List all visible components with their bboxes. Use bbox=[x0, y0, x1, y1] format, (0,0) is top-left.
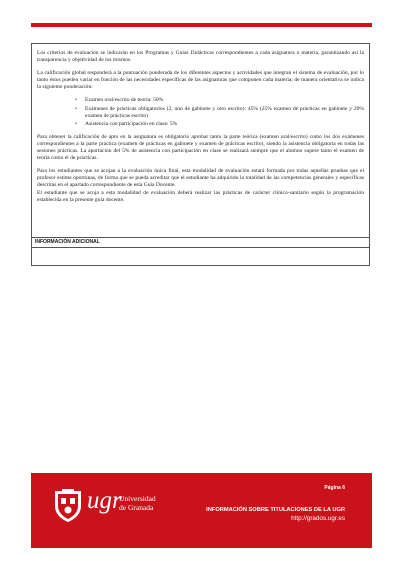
bullet-icon: • bbox=[75, 105, 77, 112]
ugr-logo-text: ugr bbox=[87, 487, 122, 514]
bullet-icon: • bbox=[75, 97, 77, 104]
weighting-list bbox=[37, 97, 364, 127]
paragraph-weighting: La calificación global responderá a la puntuación ponderada de los diferentes aspectos y actividades que integran el sistema de evaluación, por lo tanto éstos pueden variar en función de las necesidades específicas de las asignaturas que componen cada materia; de manera orientativa se indica la siguiente ponderación: bbox=[37, 70, 364, 91]
list-item: • Examen oral/escrito de teoría: 50% bbox=[75, 97, 164, 104]
additional-info-section bbox=[31, 238, 370, 266]
page-footer bbox=[31, 473, 372, 548]
page-number: Página 6 bbox=[324, 485, 345, 491]
top-accent-bar bbox=[31, 23, 372, 27]
university-name: Universidad de Granada bbox=[119, 494, 156, 512]
evaluation-criteria-section bbox=[31, 43, 370, 238]
degrees-info-link[interactable]: http://grados.ugr.es bbox=[291, 515, 345, 522]
paragraph-pass-requirements: Para obtener la calificación de apto en la asignatura es obligatorio aprobar tanto la parte teórica (examen oral/escrito) como los dos exámenes correspondientes a la parte práctica (examen de prácticas en gabinete y examen de prácticas escrito), siendo la asistencia obligatoria en todas las sesiones prácticas. La aportación del 5% de asistencia con participación en clase se realizará siempre que el alumno supere tanto el examen de teoría como el de prácticas. bbox=[37, 133, 364, 162]
paragraph-criteria: Los criterios de evaluación se indicarán en los Programas y Guías Didácticas correspondientes a cada asignatura o materia, garantizando así la transparencia y objetividad de los mismos. bbox=[37, 50, 364, 64]
university-crest-icon bbox=[52, 488, 84, 524]
degrees-info-title: INFORMACIÓN SOBRE TITULACIONES DE LA UGR bbox=[206, 507, 345, 513]
bullet-icon: • bbox=[75, 120, 77, 127]
additional-info-heading: INFORMACIÓN ADICIONAL bbox=[32, 238, 369, 248]
list-item: • Exámenes de prácticas obligatorios (2, uno de gabinete y otro escrito): 45% (25% examen de prácticas en gabinete y 20% examen de prácticas escrito) bbox=[75, 105, 364, 119]
paragraph-final-evaluation: Para los estudiantes que se acojan a la evaluación única final, esta modalidad de evaluación estará formada por todas aquellas pruebas que el profesor estime oportunas, de forma que se pueda acreditar que el estudiante ha adquirido la totalidad de las competencias generales y específicas descritas en el apartado correspondiente de esta Guía Docente. El estudiante que se acoja a esta modalidad de evaluación deberá realizar las prácticas de carácter clínico-sanitario según la programación establecida en la presente guía docente. bbox=[37, 168, 364, 203]
list-item: • Asistencia con participación en clase: 5% bbox=[75, 120, 178, 127]
